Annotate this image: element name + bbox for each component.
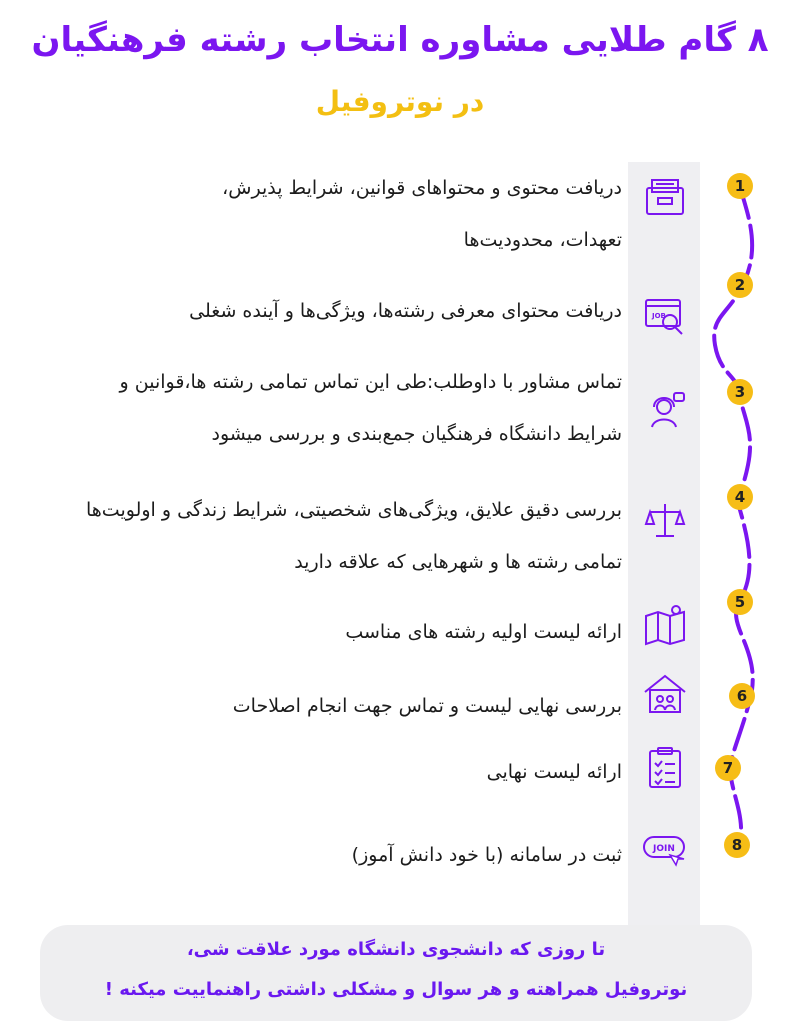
step-8-text (352, 829, 622, 881)
step-6-text (233, 680, 622, 732)
footer-line-2: نوتروفیل همراهته و هر سوال و مشکلی داشتی راهنماییت میکنه ! (104, 979, 688, 1000)
page-title: ۸ گام طلایی مشاوره انتخاب رشته فرهنگیان (31, 20, 769, 60)
step-1-line-1: دریافت محتوی و محتواهای قوانین، شرایط پذیرش، (222, 177, 622, 199)
step-7-badge: 7 (715, 755, 741, 781)
join-icon-label: JOIN (653, 844, 675, 854)
step-3-text (120, 356, 622, 460)
step-7-line-1: ارائه لیست نهایی (486, 761, 622, 783)
page-subtitle: در نوتروفیل (315, 85, 485, 118)
step-4-line-1: بررسی دقیق علایق، ویژگی‌های شخصیتی، شرایط زندگی و اولویت‌ها (86, 499, 622, 521)
timeline-path (700, 165, 780, 865)
step-1-line-2: تعهدات، محدودیت‌ها (463, 229, 622, 251)
job-search-icon (640, 292, 690, 342)
step-3-line-1: تماس مشاور با داوطلب:طی این تماس تمامی رشته ها،قوانین و (119, 371, 622, 393)
step-2-badge: 2 (727, 272, 753, 298)
step-2-line-1: دریافت محتوای معرفی رشته‌ها، ویژگی‌ها و آینده شغلی (189, 300, 622, 322)
footer-line-1: تا روزی که دانشجوی دانشگاه مورد علاقت شی، (186, 939, 606, 960)
step-4-line-2: تمامی رشته ها و شهرهایی که علاقه دارید (294, 551, 622, 573)
step-4-badge: 4 (727, 484, 753, 510)
join-button-icon (640, 825, 690, 875)
step-5-text (345, 606, 622, 658)
house-community-icon (640, 670, 690, 720)
folder-documents-icon (640, 172, 690, 222)
step-3-badge: 3 (727, 379, 753, 405)
step-5-line-1: ارائه لیست اولیه رشته های مناسب (345, 621, 622, 643)
step-2-text (189, 285, 622, 337)
step-7-text (487, 746, 622, 798)
balance-scale-icon (640, 494, 690, 544)
map-location-icon (640, 600, 690, 650)
step-3-line-2: شرایط دانشگاه فرهنگیان جمع‌بندی و بررسی میشود (211, 423, 622, 445)
icon-column-panel (628, 162, 700, 928)
checklist-clipboard-icon (640, 743, 690, 793)
consultant-support-icon (640, 385, 690, 435)
footer-banner (40, 925, 752, 1021)
step-5-badge: 5 (727, 589, 753, 615)
step-6-badge: 6 (729, 683, 755, 709)
step-1-text (222, 162, 622, 266)
step-8-line-1: ثبت در سامانه (با خود دانش آموز) (351, 844, 622, 866)
step-4-text (86, 484, 622, 588)
step-6-line-1: بررسی نهایی لیست و تماس جهت انجام اصلاحات (232, 695, 622, 717)
svg-text:JOB: JOB (652, 312, 666, 320)
step-8-badge: 8 (724, 832, 750, 858)
step-1-badge: 1 (727, 173, 753, 199)
